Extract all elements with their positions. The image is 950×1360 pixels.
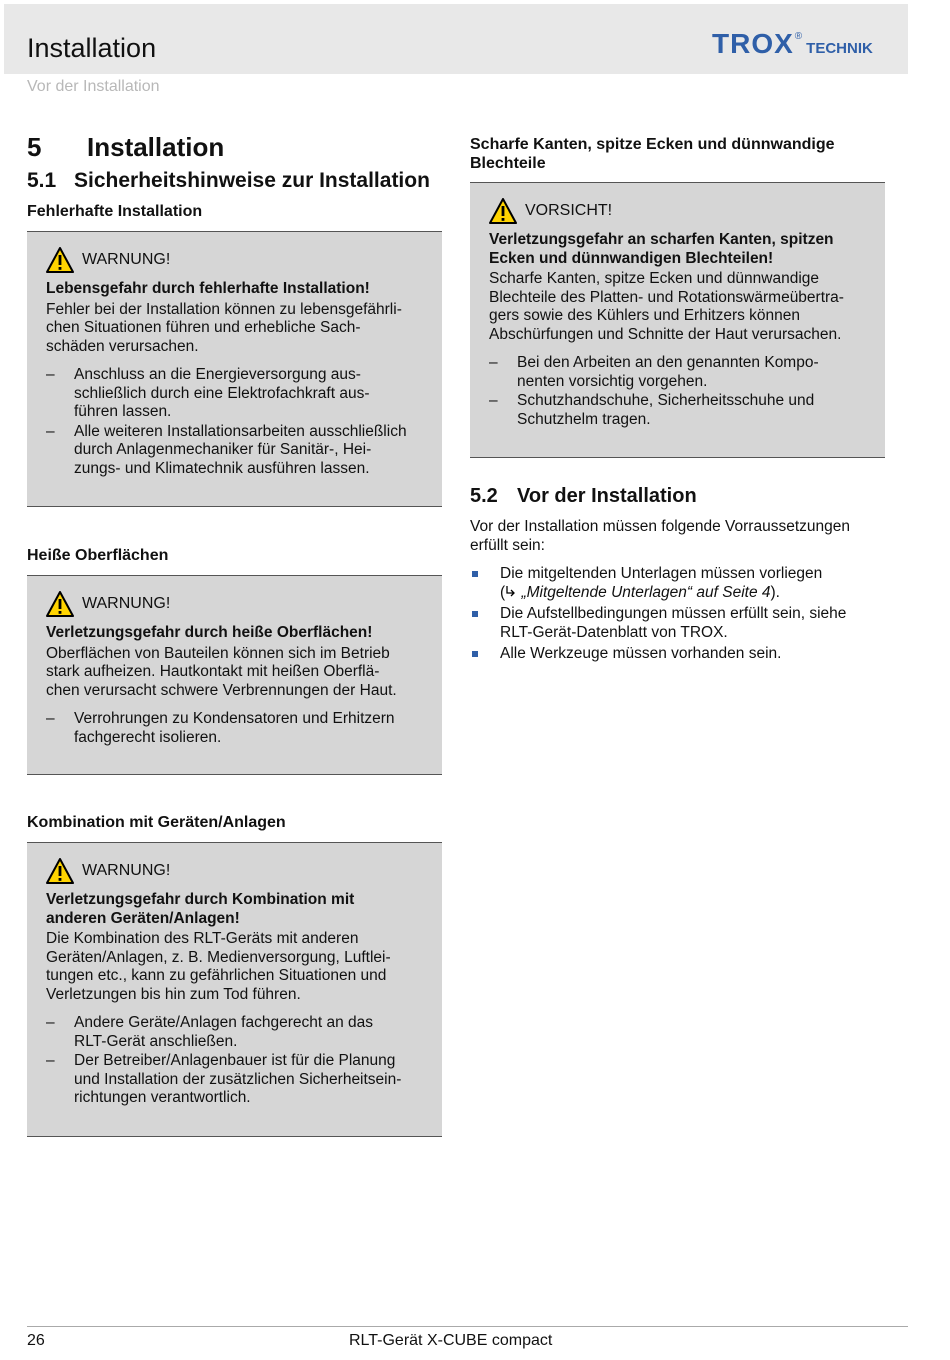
section-title: Vor der Installation xyxy=(517,485,697,507)
signal-row xyxy=(46,857,432,885)
signal-word: WARNUNG! xyxy=(82,861,171,879)
hazard-text xyxy=(46,891,432,928)
desc-line: stark aufheizen. Hautkontakt mit heißen Oberflä- xyxy=(46,663,380,680)
prerequisite-list xyxy=(470,565,910,667)
hazard-description xyxy=(46,930,432,1004)
measure-item: – Anschluss an die Energieversorgung aus- schließlich durch eine Elektrofachkraft aus- führen lassen. xyxy=(46,366,370,420)
page-number: 26 xyxy=(27,1332,45,1349)
desc-line: schäden verursachen. xyxy=(46,337,199,355)
desc-line: Die Kombination des RLT-Geräts mit anderen xyxy=(46,930,359,947)
subheading-heisse: Heiße Oberflächen xyxy=(27,547,169,564)
desc-line: Verletzungen bis hin zum Tod führen. xyxy=(46,985,301,1003)
measure-line: Alle weiteren Installationsarbeiten ausschließlich xyxy=(74,422,407,440)
measure-line: schließlich durch eine Elektrofachkraft aus- xyxy=(74,384,370,402)
desc-line: Fehler bei der Installation können zu lebensgefährli- xyxy=(46,300,402,318)
hazard-text: Lebensgefahr durch fehlerhafte Installation! xyxy=(46,280,370,297)
measure-line: und Installation der zusätzlichen Sicherheitsein- xyxy=(74,1070,402,1088)
subheading-line: Blechteile xyxy=(470,155,546,172)
desc-line: chen verursacht schwere Verbrennungen der Haut. xyxy=(46,681,397,699)
measure-item: – Bei den Arbeiten an den genannten Kompo- nenten vorsichtig vorgehen. xyxy=(489,354,819,390)
signal-word: VORSICHT! xyxy=(525,201,613,219)
measure-item: – Andere Geräte/Anlagen fachgerecht an das RLT-Gerät anschließen. xyxy=(46,1014,374,1050)
subheading-scharfe xyxy=(470,135,835,173)
bullet-line: Alle Werkzeuge müssen vorhanden sein. xyxy=(500,645,782,662)
measure-line: richtungen verantwortlich. xyxy=(74,1089,251,1106)
warning-box-heisse xyxy=(27,575,442,775)
desc-line: Oberflächen von Bauteilen können sich im Betrieb xyxy=(46,644,390,662)
hazard-description xyxy=(46,301,432,357)
measure-line: führen lassen. xyxy=(74,403,172,420)
hazard-line: Verletzungsgefahr durch Kombination mit xyxy=(46,891,355,908)
logo-registered: ® xyxy=(794,31,803,42)
desc-line: Blechteile des Platten- und Rotationswärmeübertra- xyxy=(489,288,844,306)
chapter-heading xyxy=(27,132,224,163)
logo-sub: TECHNIK xyxy=(806,40,873,57)
signal-row xyxy=(46,590,432,618)
signal-word: WARNUNG! xyxy=(82,594,171,612)
logo-main: TROX xyxy=(712,28,794,59)
signal-word: WARNUNG! xyxy=(82,250,171,268)
measure-line: zungs- und Klimatechnik ausführen lassen. xyxy=(74,459,370,477)
desc-line: Abschürfungen und Schnitte der Haut verursachen. xyxy=(489,325,842,343)
section-heading-5-2 xyxy=(470,485,697,508)
chapter-title: Installation xyxy=(87,132,225,162)
cross-reference[interactable] xyxy=(500,584,822,603)
warning-box-kombination xyxy=(27,842,442,1137)
bullet-line: RLT-Gerät-Datenblatt von TROX. xyxy=(500,623,728,641)
hazard-text xyxy=(489,231,875,268)
trox-logo xyxy=(712,28,873,58)
link-arrow-icon xyxy=(505,585,517,598)
section-number: 5.1 xyxy=(27,169,57,192)
subheading-fehlerhafte: Fehlerhafte Installation xyxy=(27,203,203,220)
warning-triangle-icon xyxy=(46,247,74,273)
warning-triangle-icon xyxy=(46,591,74,617)
measure-line: fachgerecht isolieren. xyxy=(74,728,222,746)
measure-line: Andere Geräte/Anlagen fachgerecht an das xyxy=(74,1014,374,1031)
caution-box-scharfe xyxy=(470,182,885,458)
warning-triangle-icon xyxy=(46,858,74,884)
document-title: RLT-Gerät X-CUBE compact xyxy=(349,1332,553,1349)
desc-line: chen Situationen führen und erhebliche Sach- xyxy=(46,319,361,336)
measure-line: Anschluss an die Energieversorgung aus- xyxy=(74,366,361,383)
hazard-line: Ecken und dünnwandigen Blechteilen! xyxy=(489,249,774,267)
bullet-line: Die Aufstellbedingungen müssen erfüllt sein, siehe xyxy=(500,605,847,622)
list-item xyxy=(470,645,910,664)
hazard-description xyxy=(46,645,432,701)
signal-row xyxy=(489,197,875,225)
hazard-line: Verletzungsgefahr an scharfen Kanten, spitzen xyxy=(489,231,834,248)
measure-item: – Der Betreiber/Anlagenbauer ist für die Planung und Installation der zusätzlichen Sicherheitsein- richtungen verantwortlich. xyxy=(46,1052,402,1106)
footer-divider xyxy=(27,1326,908,1327)
cross-reference-link[interactable]: „Mitgeltende Unterlagen“ auf Seite 4 xyxy=(517,583,771,601)
desc-line: gers sowie des Kühlers und Erhitzers können xyxy=(489,307,801,324)
header-subtitle: Vor der Installation xyxy=(27,78,160,95)
intro-line: erfüllt sein: xyxy=(470,536,545,554)
bullet-line: Die mitgeltenden Unterlagen müssen vorliegen xyxy=(500,565,823,582)
hazard-text: Verletzungsgefahr durch heiße Oberflächen! xyxy=(46,624,373,641)
desc-line: Geräten/Anlagen, z. B. Medienversorgung, Luftlei- xyxy=(46,948,391,966)
bullet-square xyxy=(472,571,478,577)
desc-line: Scharfe Kanten, spitze Ecken und dünnwandige xyxy=(489,270,820,287)
measure-line: durch Anlagenmechaniker für Sanitär-, Hei- xyxy=(74,441,372,458)
bullet-square xyxy=(472,651,478,657)
chapter-number: 5 xyxy=(27,132,42,162)
paren-close: ). xyxy=(770,583,780,601)
section-intro xyxy=(470,518,850,555)
section-title: Sicherheitshinweise zur Installation xyxy=(74,169,430,192)
measure-item: – Alle weiteren Installationsarbeiten ausschließlich durch Anlagenmechaniker für Sanitär-, Hei- zungs- und Klimatechnik ausführen lassen. xyxy=(46,422,407,477)
desc-line: tungen etc., kann zu gefährlichen Situationen und xyxy=(46,967,387,984)
section-number: 5.2 xyxy=(470,485,498,507)
measure-line: Schutzhandschuhe, Sicherheitsschuhe und xyxy=(517,392,815,409)
header-title: Installation xyxy=(27,33,157,63)
bullet-square xyxy=(472,611,478,617)
hazard-description xyxy=(489,270,875,344)
measure-line: Bei den Arbeiten an den genannten Kompo- xyxy=(517,354,819,371)
list-item xyxy=(470,565,910,602)
list-item xyxy=(470,605,910,642)
measure-line: nenten vorsichtig vorgehen. xyxy=(517,372,708,390)
warning-box-fehlerhafte xyxy=(27,231,442,507)
measure-line: RLT-Gerät anschließen. xyxy=(74,1032,238,1050)
hazard-line: anderen Geräten/Anlagen! xyxy=(46,909,240,927)
paren-open: ( xyxy=(500,583,506,601)
signal-row xyxy=(46,246,432,274)
measure-item: – Verrohrungen zu Kondensatoren und Erhitzern fachgerecht isolieren. xyxy=(46,710,395,746)
measure-line: Verrohrungen zu Kondensatoren und Erhitzern xyxy=(74,710,395,727)
warning-triangle-icon xyxy=(489,198,517,224)
intro-line: Vor der Installation müssen folgende Vorraussetzungen xyxy=(470,518,850,535)
measure-line: Schutzhelm tragen. xyxy=(517,410,651,428)
section-heading-5-1 xyxy=(27,169,430,193)
subheading-line: Scharfe Kanten, spitze Ecken und dünnwandige xyxy=(470,136,835,153)
subheading-kombination: Kombination mit Geräten/Anlagen xyxy=(27,814,286,831)
measure-item: – Schutzhandschuhe, Sicherheitsschuhe und Schutzhelm tragen. xyxy=(489,392,815,428)
measure-line: Der Betreiber/Anlagenbauer ist für die Planung xyxy=(74,1052,396,1069)
